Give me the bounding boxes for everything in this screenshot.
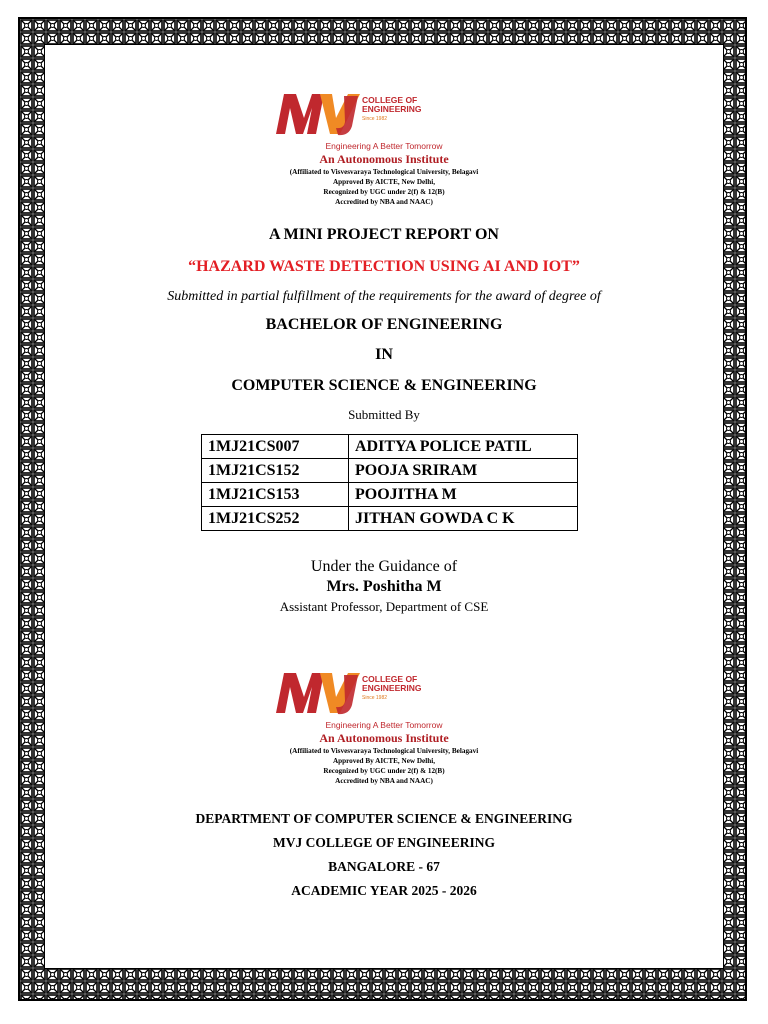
project-title: “HAZARD WASTE DETECTION USING AI AND IOT” [188, 258, 580, 275]
logo-approved: Approved By AICTE, New Delhi, [332, 178, 436, 186]
student-usn: 1MJ21CS007 [202, 435, 349, 459]
logo-recognized: Recognized by UGC under 2(f) & 12(B) [323, 767, 445, 775]
report-type: A MINI PROJECT REPORT ON [269, 226, 499, 243]
guide-name: Mrs. Poshitha M [326, 578, 442, 595]
college-logo-top [254, 88, 514, 228]
footer-department: DEPARTMENT OF COMPUTER SCIENCE & ENGINEERING [195, 811, 573, 826]
logo-accredited: Accredited by NBA and NAAC) [335, 777, 433, 785]
table-row [202, 459, 578, 483]
student-name: ADITYA POLICE PATIL [349, 435, 578, 459]
logo-autonomous: An Autonomous Institute [319, 731, 449, 745]
logo-college-line1: COLLEGE OF [362, 95, 418, 105]
student-name: JITHAN GOWDA C K [349, 507, 578, 531]
logo-college-line1: COLLEGE OF [362, 674, 418, 684]
footer-academic-year: ACADEMIC YEAR 2025 - 2026 [291, 883, 477, 898]
logo-affiliation: (Affiliated to Visvesvaraya Technological University, Belagavi [289, 168, 479, 176]
logo-since: Since 1982 [362, 695, 388, 701]
logo-recognized: Recognized by UGC under 2(f) & 12(B) [323, 188, 445, 196]
logo-college-line2: ENGINEERING [362, 683, 422, 693]
mvj-logo-icon [274, 667, 364, 717]
logo-college-line2: ENGINEERING [362, 104, 422, 114]
logo-tagline: Engineering A Better Tomorrow [325, 141, 443, 151]
student-usn: 1MJ21CS252 [202, 507, 349, 531]
logo-affiliation: (Affiliated to Visvesvaraya Technological University, Belagavi [289, 747, 479, 755]
logo-autonomous: An Autonomous Institute [319, 152, 449, 166]
degree-in: IN [375, 346, 393, 363]
guide-designation: Assistant Professor, Department of CSE [279, 599, 489, 614]
logo-accredited: Accredited by NBA and NAAC) [335, 198, 433, 206]
table-row [202, 507, 578, 531]
submission-note: Submitted in partial fulfillment of the requirements for the award of degree of [167, 289, 601, 304]
logo-college-text [362, 675, 422, 703]
table-row [202, 483, 578, 507]
student-name: POOJITHA M [349, 483, 578, 507]
mvj-logo-icon [274, 88, 364, 138]
logo-approved: Approved By AICTE, New Delhi, [332, 757, 436, 765]
degree: BACHELOR OF ENGINEERING [265, 316, 503, 333]
students-table [201, 434, 578, 531]
branch: COMPUTER SCIENCE & ENGINEERING [231, 377, 537, 394]
footer-college: MVJ COLLEGE OF ENGINEERING [273, 835, 495, 850]
footer-city: BANGALORE - 67 [328, 859, 440, 874]
table-row [202, 435, 578, 459]
college-logo-bottom [254, 667, 514, 807]
student-usn: 1MJ21CS152 [202, 459, 349, 483]
student-name: POOJA SRIRAM [349, 459, 578, 483]
logo-tagline: Engineering A Better Tomorrow [325, 720, 443, 730]
submitted-by-label: Submitted By [348, 407, 420, 422]
logo-since: Since 1982 [362, 116, 388, 122]
logo-college-text [362, 96, 422, 124]
student-usn: 1MJ21CS153 [202, 483, 349, 507]
guidance-label: Under the Guidance of [310, 558, 458, 575]
